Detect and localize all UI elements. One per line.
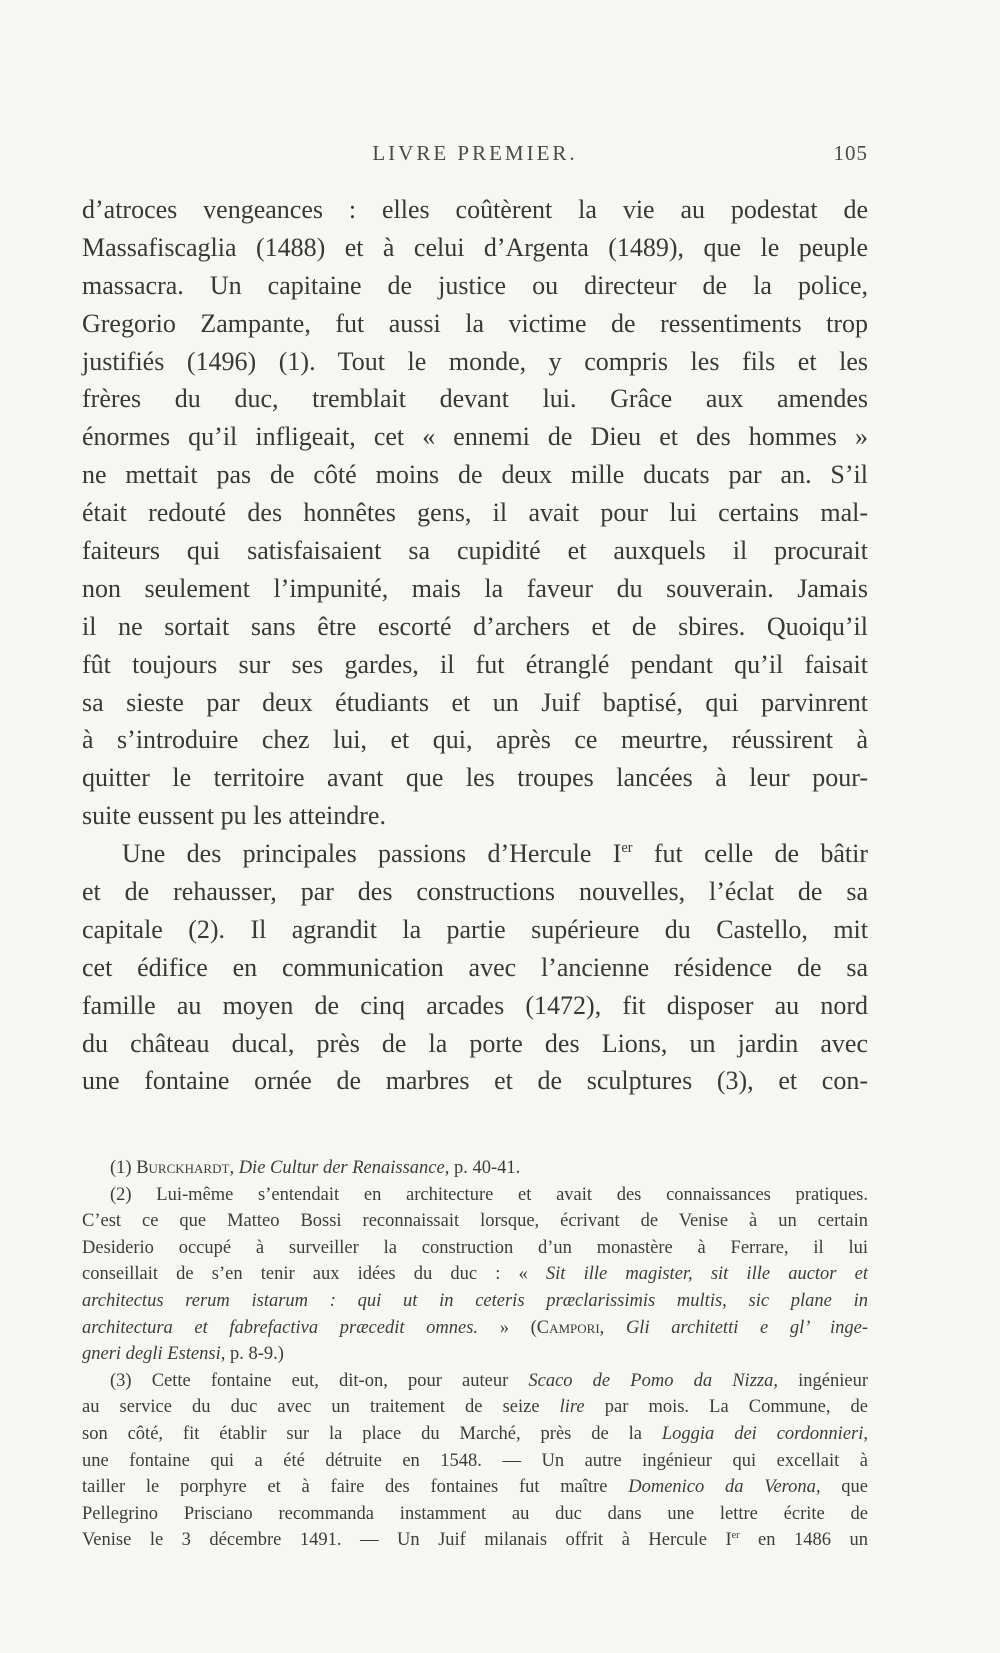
footnote-title: Gli architetti e gl’ inge- bbox=[625, 1317, 869, 1338]
text-line: du château ducal, près de la porte des Lions, un jardin avec bbox=[82, 1028, 868, 1058]
footnote-3-line bbox=[82, 1474, 868, 1501]
text-line: fût toujours sur ses gardes, il fut étranglé pendant qu’il faisait bbox=[82, 649, 868, 679]
italic-name: Domenico da Verona bbox=[628, 1477, 816, 1498]
text-line: énormes qu’il infligeait, cet « ennemi de Dieu et des hommes » bbox=[82, 422, 868, 452]
text-span: , p. 40-41. bbox=[444, 1158, 521, 1178]
text-span: , que bbox=[815, 1477, 868, 1498]
text-line: était redouté des honnêtes gens, il avait pour lui certains mal- bbox=[82, 498, 868, 528]
footnote-2-line bbox=[82, 1288, 868, 1315]
footnote-3-line: Pellegrino Prisciano recommanda instamment au duc dans une lettre écrite de bbox=[82, 1503, 868, 1524]
text-line: sa sieste par deux étudiants et un Juif baptisé, qui parvinrent bbox=[82, 687, 868, 717]
text-line: à s’introduire chez lui, et qui, après ce meurtre, réussirent à bbox=[82, 725, 868, 755]
text-line: suite eussent pu les atteindre. bbox=[82, 801, 386, 831]
text-line: et de rehausser, par des constructions nouvelles, l’éclat de sa bbox=[82, 877, 868, 907]
footnote-2-line bbox=[82, 1315, 868, 1342]
superscript: er bbox=[621, 840, 633, 857]
footnote-title: Die Cultur der Renaissance bbox=[238, 1158, 445, 1178]
text-line: non seulement l’impunité, mais la faveur du souverain. Jamais bbox=[82, 573, 868, 603]
text-line: quitter le territoire avant que les troupes lancées à leur pour- bbox=[82, 763, 868, 793]
italic-name: Loggia dei cordonnieri bbox=[661, 1423, 864, 1444]
footnote-3-line bbox=[82, 1368, 868, 1395]
text-line: capitale (2). Il agrandit la partie supérieure du Castello, mit bbox=[82, 914, 868, 944]
paragraph-start-line bbox=[82, 835, 868, 873]
superscript: er bbox=[731, 1530, 740, 1542]
text-line: cet édifice en communication avec l’ancienne résidence de sa bbox=[82, 952, 868, 982]
footnote-author: Campori bbox=[536, 1317, 600, 1338]
text-span: tailler le porphyre et à faire des fontaines fut maître bbox=[82, 1477, 629, 1498]
text-line: il ne sortait sans être escorté d’archers et de sbires. Quoiqu’il bbox=[82, 611, 868, 641]
text-span: en 1486 un bbox=[739, 1530, 869, 1551]
footnote-2-line: (2) Lui-même s’entendait en architecture et avait des connaissances pratiques. bbox=[110, 1184, 868, 1205]
text-line: famille au moyen de cinq arcades (1472), fit disposer au nord bbox=[82, 990, 868, 1020]
text-span: au service du duc avec un traitement de seize bbox=[82, 1397, 560, 1418]
text-line: d’atroces vengeances : elles coûtèrent la vie au podestat de bbox=[82, 195, 868, 224]
footnote-1 bbox=[82, 1155, 868, 1182]
italic-name: Scaco de Pomo da Nizza bbox=[528, 1370, 774, 1391]
text-line: Gregorio Zampante, fut aussi la victime de ressentiments trop bbox=[82, 308, 868, 338]
quote-italic: architectus rerum istarum : qui ut in ceteris præclarissimis multis, sic plane in bbox=[82, 1290, 868, 1311]
footnote-3-line bbox=[82, 1527, 868, 1554]
text-span: son côté, fit établir sur la place du Marché, près de la bbox=[82, 1423, 662, 1444]
footnote-2-line bbox=[82, 1261, 868, 1288]
text-span: » ( bbox=[478, 1317, 537, 1338]
text-span: Venise le 3 décembre 1491. — Un Juif milanais offrit à Hercule I bbox=[82, 1530, 732, 1551]
text-span: par mois. La Commune, de bbox=[584, 1397, 868, 1418]
text-line: ne mettait pas de côté moins de deux mille ducats par an. S’il bbox=[82, 460, 868, 490]
running-title: LIVRE PREMIER. bbox=[372, 141, 578, 165]
footnote-2-line: Desiderio occupé à surveiller la construction d’un monastère à Ferrare, il lui bbox=[82, 1237, 868, 1258]
page-number: 105 bbox=[833, 141, 868, 165]
footnote-2-line: C’est ce que Matteo Bossi reconnaissait lorsque, écrivant de Venise à un certain bbox=[82, 1211, 868, 1232]
quote-italic: architectura et fabrefactiva præcedit omnes. bbox=[82, 1317, 479, 1338]
text-span: (3) Cette fontaine eut, dit-on, pour auteur bbox=[110, 1370, 529, 1391]
text-span: , bbox=[229, 1158, 239, 1178]
text-span: conseillait de s’en tenir aux idées du duc : « bbox=[82, 1264, 546, 1285]
text-span: , bbox=[599, 1317, 626, 1338]
footnote-title: gneri degli Estensi bbox=[82, 1344, 221, 1365]
text-line: justifiés (1496) (1). Tout le monde, y compris les fils et les bbox=[82, 346, 868, 376]
text-line: massacra. Un capitaine de justice ou directeur de la police, bbox=[82, 270, 868, 300]
footnote-mark: (1) bbox=[110, 1158, 137, 1178]
text-span: fut celle de bâtir bbox=[632, 839, 868, 869]
main-text bbox=[82, 191, 868, 1100]
footnote-3-line: une fontaine qui a été détruite en 1548. — Un autre ingénieur qui excellait à bbox=[82, 1450, 868, 1471]
footnote-2-line bbox=[82, 1341, 868, 1368]
quote-italic: Sit ille magister, sit ille auctor et bbox=[545, 1264, 868, 1285]
text-line: Massafiscaglia (1488) et à celui d’Argenta (1489), que le peuple bbox=[82, 232, 868, 262]
footnote-author: Burckhardt bbox=[136, 1158, 230, 1178]
text-line: une fontaine ornée de marbres et de sculptures (3), et con- bbox=[82, 1066, 868, 1096]
text-span: , p. 8-9.) bbox=[220, 1344, 284, 1365]
text-line: frères du duc, tremblait devant lui. Grâce aux amendes bbox=[82, 384, 868, 414]
italic-word: lire bbox=[559, 1397, 585, 1418]
text-span: Une des principales passions d’Hercule I bbox=[122, 839, 622, 869]
footnote-3-line bbox=[82, 1394, 868, 1421]
footnotes bbox=[82, 1155, 868, 1554]
text-line: faiteurs qui satisfaisaient sa cupidité et auxquels il procurait bbox=[82, 536, 868, 566]
text-span: , bbox=[863, 1423, 868, 1444]
running-head bbox=[82, 141, 868, 171]
text-span: , ingénieur bbox=[773, 1370, 868, 1391]
footnote-3-line bbox=[82, 1421, 868, 1448]
